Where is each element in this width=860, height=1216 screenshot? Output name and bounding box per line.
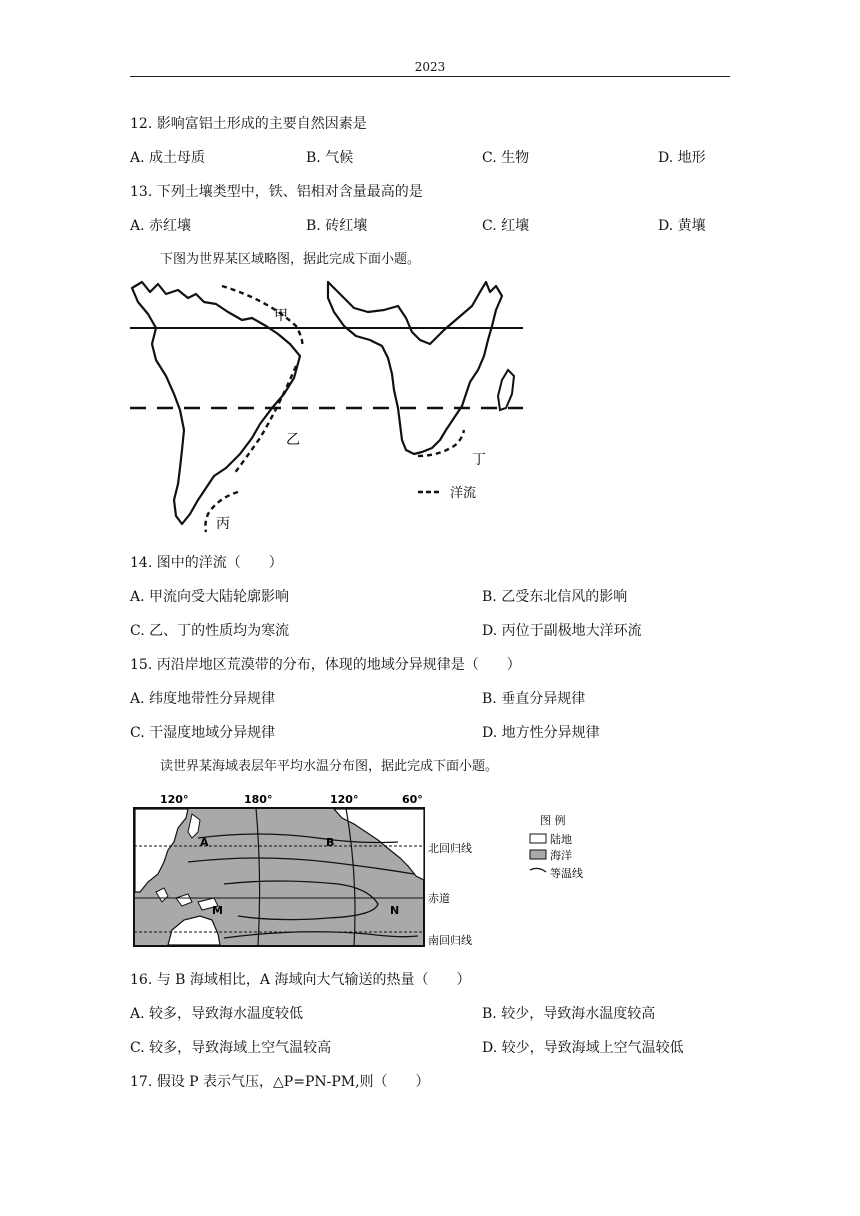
q12-stem: 12. 影响富铝土形成的主要自然因素是: [130, 116, 367, 132]
intro-map1: 下图为世界某区域略图，据此完成下面小题。: [160, 252, 421, 267]
q16-option-c: C. 较多，导致海域上空气温较高: [130, 1040, 332, 1056]
label-ding: 丁: [472, 452, 486, 468]
q16-option-d: D. 较少，导致海域上空气温较低: [482, 1040, 684, 1056]
q15-option-b: B. 垂直分异规律: [482, 691, 586, 707]
legend-title: 图 例: [540, 814, 566, 827]
q14-option-c: C. 乙、丁的性质均为寒流: [130, 623, 290, 639]
legend-current-label: 洋流: [450, 486, 477, 501]
point-n: N: [390, 904, 400, 917]
lon-label-2: 180°: [244, 793, 273, 806]
ocean-current-map: [128, 278, 528, 534]
q15-stem: 15. 丙沿岸地区荒漠带的分布，体现的地域分异规律是（ ）: [130, 657, 521, 673]
q14-option-b: B. 乙受东北信风的影响: [482, 589, 628, 605]
q14-option-a: A. 甲流向受大陆轮廓影响: [130, 589, 290, 605]
q13-option-a: A. 赤红壤: [130, 218, 192, 234]
q16-option-a: A. 较多，导致海水温度较低: [130, 1006, 304, 1022]
q15-option-a: A. 纬度地带性分异规律: [130, 691, 276, 707]
legend-isotherm-label: 等温线: [550, 867, 583, 880]
q15-option-d: D. 地方性分异规律: [482, 725, 600, 741]
q12-option-c: C. 生物: [482, 150, 530, 166]
point-m: M: [212, 904, 223, 917]
q14-stem: 14. 图中的洋流（ ）: [130, 555, 283, 571]
q12-option-d: D. 地形: [658, 150, 706, 166]
lat-label-tropic-n: 北回归线: [428, 842, 472, 855]
intro-map2: 读世界某海域表层年平均水温分布图，据此完成下面小题。: [160, 759, 499, 774]
legend-isotherm-line: [530, 868, 546, 872]
label-jia: 甲: [274, 308, 288, 324]
q13-option-b: B. 砖红壤: [306, 218, 368, 234]
lat-label-equator: 赤道: [428, 892, 450, 905]
legend-ocean-label: 海洋: [550, 849, 572, 862]
sea-temperature-map: [128, 788, 608, 952]
label-bing: 丙: [216, 516, 230, 532]
lat-label-tropic-s: 南回归线: [428, 934, 472, 947]
q14-option-d: D. 丙位于副极地大洋环流: [482, 623, 642, 639]
q12-option-b: B. 气候: [306, 150, 354, 166]
q16-stem: 16. 与 B 海域相比，A 海域向大气输送的热量（ ）: [130, 972, 471, 988]
legend-land-swatch: [530, 834, 546, 843]
page-header-year: 2023: [414, 60, 446, 74]
point-a: A: [200, 836, 209, 849]
q12-option-a: A. 成土母质: [130, 150, 206, 166]
legend-ocean-swatch: [530, 850, 546, 859]
q13-stem: 13. 下列土壤类型中，铁、铝相对含量最高的是: [130, 184, 423, 200]
q13-option-c: C. 红壤: [482, 218, 530, 234]
legend-land-label: 陆地: [550, 833, 572, 846]
current-ding: [418, 430, 464, 456]
header-rule: [130, 76, 730, 77]
lon-label-1: 120°: [160, 793, 189, 806]
madagascar-outline: [498, 370, 514, 410]
lon-label-4: 60°: [402, 793, 423, 806]
q13-option-d: D. 黄壤: [658, 218, 706, 234]
lon-label-3: 120°: [330, 793, 359, 806]
label-yi: 乙: [286, 432, 300, 448]
q15-option-c: C. 干湿度地域分异规律: [130, 725, 276, 741]
q16-option-b: B. 较少，导致海水温度较高: [482, 1006, 656, 1022]
current-jia: [222, 286, 302, 348]
current-yi: [234, 366, 296, 474]
point-b: B: [326, 836, 335, 849]
q17-stem: 17. 假设 P 表示气压，△P=PN-PM,则（ ）: [130, 1074, 430, 1090]
africa-outline: [328, 282, 502, 454]
